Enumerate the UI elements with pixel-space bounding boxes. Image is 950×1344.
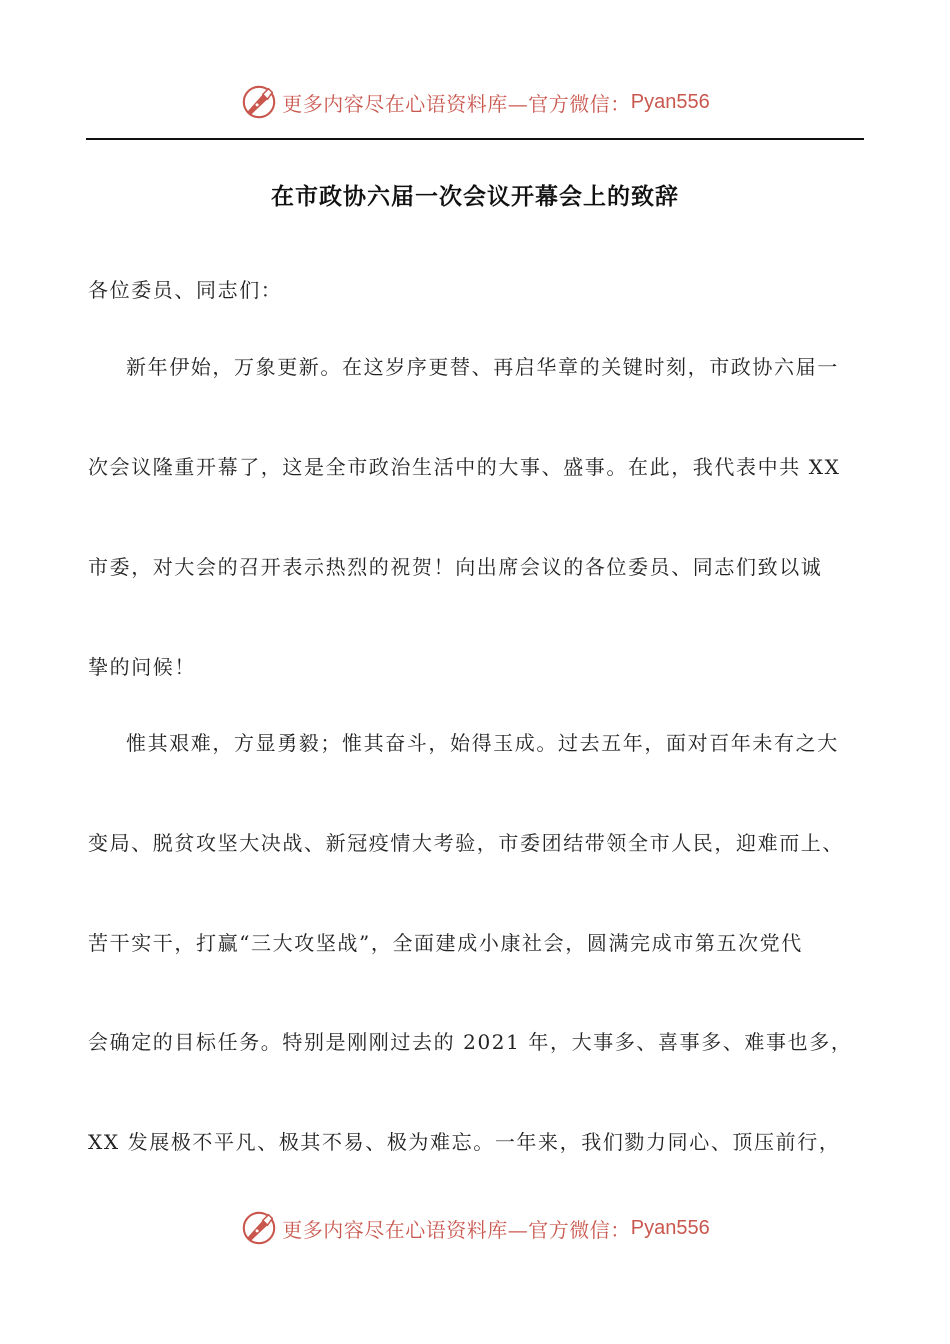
paragraph-line: XX 发展极不平凡、极其不易、极为难忘。一年来，我们勠力同心、顶压前行， [88, 1130, 841, 1154]
header-banner-text: 更多内容尽在心语资料库—官方微信： [282, 91, 631, 116]
paragraph-line: 次会议隆重开幕了，这是全市政治生活中的大事、盛事。在此，我代表中共 XX [88, 455, 841, 479]
footer-wechat-id: Pyan556 [630, 1216, 710, 1239]
footer-banner-text: 更多内容尽在心语资料库—官方微信： [282, 1217, 631, 1242]
pen-nib-logo-icon [240, 83, 278, 121]
footer-banner [0, 1206, 950, 1250]
header-wechat-id: Pyan556 [630, 90, 710, 113]
paragraph-line: 苦干实干，打赢“三大攻坚战”，全面建成小康社会，圆满完成市第五次党代 [88, 931, 803, 955]
paragraph-line: 市委，对大会的召开表示热烈的祝贺！向出席会议的各位委员、同志们致以诚 [88, 555, 823, 579]
salutation: 各位委员、同志们： [88, 278, 283, 302]
paragraph-line: 新年伊始，万象更新。在这岁序更替、再启华章的关键时刻，市政协六届一 [126, 355, 839, 379]
paragraph-line: 会确定的目标任务。特别是刚刚过去的 2021 年，大事多、喜事多、难事也多， [88, 1030, 853, 1054]
header-banner [0, 80, 950, 124]
header-divider [86, 138, 864, 140]
paragraph-line: 挚的问候！ [88, 655, 196, 679]
document-title: 在市政协六届一次会议开幕会上的致辞 [271, 184, 679, 210]
paragraph-line: 惟其艰难，方显勇毅；惟其奋斗，始得玉成。过去五年，面对百年未有之大 [126, 731, 839, 755]
paragraph-line: 变局、脱贫攻坚大决战、新冠疫情大考验，市委团结带领全市人民，迎难而上、 [88, 831, 844, 855]
pen-nib-logo-icon [240, 1209, 278, 1247]
